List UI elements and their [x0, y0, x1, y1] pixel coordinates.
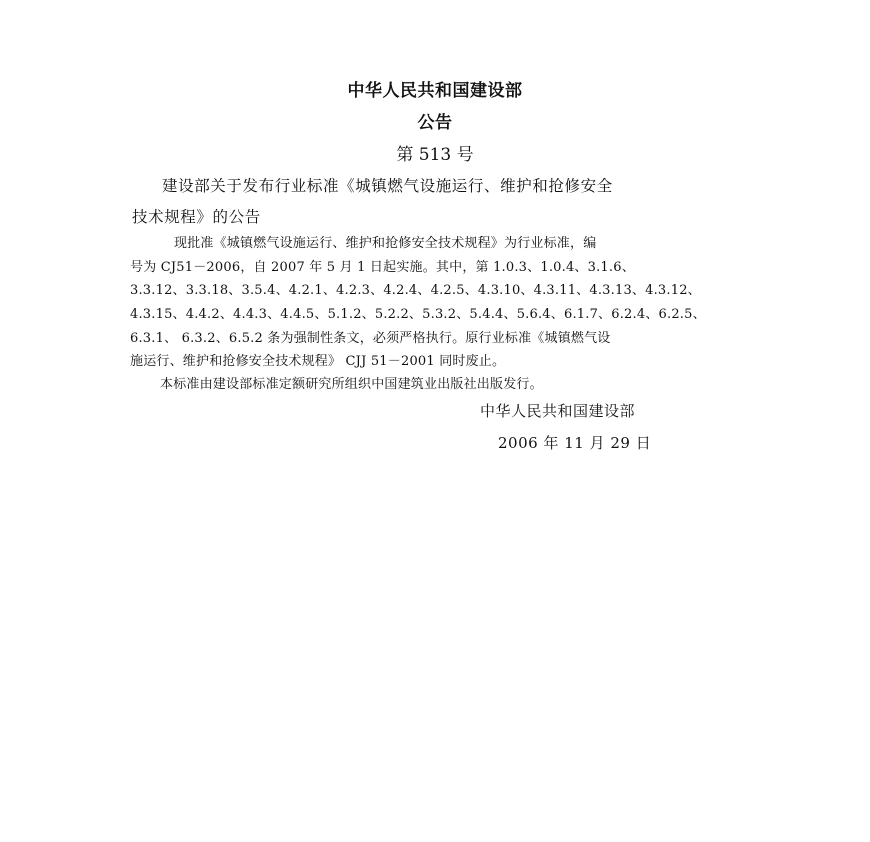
announcement-heading: 公告	[417, 113, 453, 133]
issuer-heading: 中华人民共和国建设部	[347, 81, 523, 101]
body-line-3: 3.3.12、3.3.18、3.5.4、4.2.1、4.2.3、4.2.4、4.2.5、4.3.10、4.3.11、4.3.13、4.3.12、	[130, 283, 701, 298]
signature-date: 2006 年 11 月 29 日	[498, 434, 652, 452]
subject-line-1: 建设部关于发布行业标准《城镇燃气设施运行、维护和抢修安全	[162, 177, 613, 195]
body-line-2: 号为 CJ51－2006，自 2007 年 5 月 1 日起实施。其中，第 1.0.3、1.0.4、3.1.6、	[130, 260, 635, 275]
publisher-note: 本标准由建设部标准定额研究所组织中国建筑业出版社出版发行。	[160, 377, 543, 392]
body-line-5: 6.3.1、 6.3.2、6.5.2 条为强制性条文，必须严格执行。原行业标准《城镇燃气设	[130, 331, 611, 346]
body-line-1: 现批准《城镇燃气设施运行、维护和抢修安全技术规程》为行业标准，编	[174, 236, 597, 251]
body-line-4: 4.3.15、4.4.2、4.4.3、4.4.5、5.1.2、5.2.2、5.3.2、5.4.4、5.6.4、6.1.7、6.2.4、6.2.5、	[130, 307, 706, 322]
body-line-6: 施运行、维护和抢修安全技术规程》 CJJ 51－2001 同时废止。	[130, 354, 506, 369]
signature-organization: 中华人民共和国建设部	[480, 402, 636, 420]
announcement-number: 第 513 号	[396, 145, 474, 165]
subject-line-2: 技术规程》的公告	[132, 208, 261, 226]
